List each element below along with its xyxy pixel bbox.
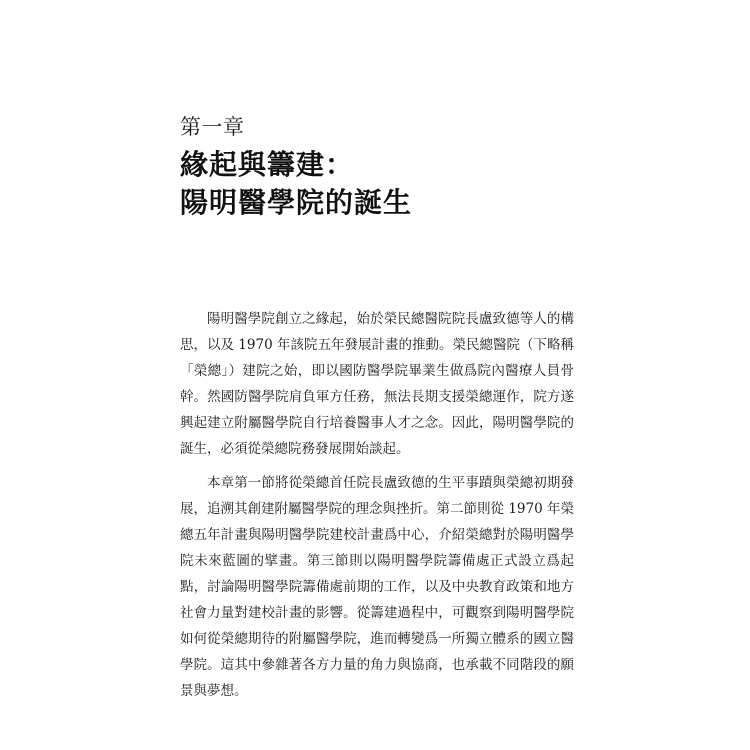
- chapter-heading: [180, 112, 580, 222]
- body-paragraph-2: 本章第一節將從榮總首任院長盧致德的生平事蹟與榮總初期發展，追溯其創建附屬醫學院的理念與挫折。第二節則從 1970 年榮總五年計畫與陽明醫學院建校計畫爲中心，介紹榮總對於陽明醫學院未來藍圖的擘畫。第三節則以陽明醫學院籌備處正式設立爲起點，討論陽明醫學院籌備處前期的工作，以及中央教育政策和地方社會力量對建校計畫的影響。從籌建過程中，可觀察到陽明醫學院如何從榮總期待的附屬醫學院，進而轉變爲一所獨立體系的國立醫學院。這其中參雜著各方力量的角力與協商，也承載不同階段的願景與夢想。: [180, 475, 574, 699]
- body-paragraph-1: 陽明醫學院創立之緣起，始於榮民總醫院院長盧致德等人的構思，以及 1970 年該院五年發展計畫的推動。榮民總醫院（下略稱「榮總」）建院之始，即以國防醫學院畢業生做爲院內醫療人員骨幹。然國防醫學院肩負軍方任務，無法長期支援榮總運作，院方遂興起建立附屬醫學院自行培養醫事人才之念。因此，陽明醫學院的誕生，必須從榮總院務發展開始談起。: [180, 311, 574, 457]
- chapter-title-line-2: 陽明醫學院的誕生: [180, 186, 413, 219]
- chapter-body: [180, 306, 574, 712]
- chapter-title-line-1: 緣起與籌建：: [180, 148, 355, 181]
- chapter-number: 第一章: [180, 115, 245, 139]
